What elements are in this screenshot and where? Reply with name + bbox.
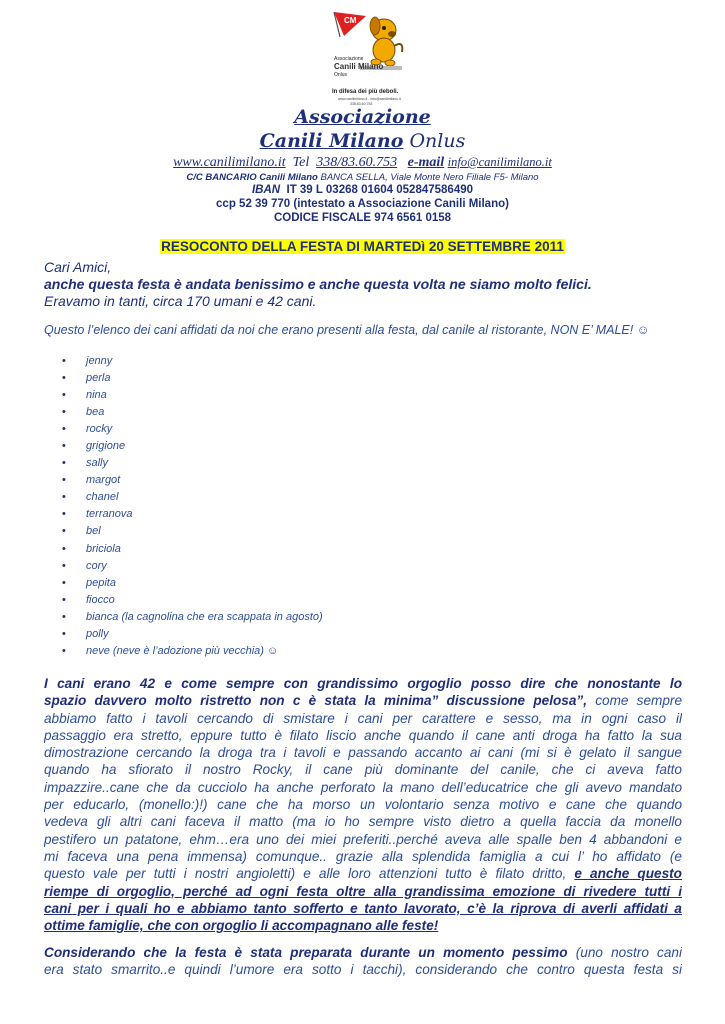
logo-slogan: In difesa dei più deboli.: [332, 89, 399, 95]
dogs-intro: Questo l’elenco dei cani affidati da noi che erano presenti alla festa, dal canile al ristorante, NON E’ MALE! ☺: [44, 323, 650, 337]
logo-contacts: www.canilimilano.it - info@canilimilano.it: [338, 97, 401, 101]
para2-line: era stato smarrito..e quindi l’umore era sotto i tacchi), considerando che contro questa festa si: [44, 962, 682, 978]
paragraph-considerando: [44, 944, 682, 979]
list-item: • fiocco: [62, 592, 323, 609]
para1-line: questo vale per tutti i nostri angioletti) e alle loro attenzioni tutto è filato dritto, e anche questo: [44, 866, 682, 882]
para1-line: ottime famiglie, che con orgoglio li accompagnano alle feste!: [44, 918, 439, 934]
logo-flag-text: CM: [344, 16, 357, 25]
report-title: [0, 238, 725, 256]
header-contacts: [0, 155, 725, 171]
para1-line: spazio davvero molto ristretto non c è stata la minima” discussione pelosa”, come sempre: [44, 693, 682, 709]
bank-line: [0, 172, 725, 183]
list-item: • rocky: [62, 421, 323, 438]
bullet-icon: •: [62, 372, 66, 385]
list-item: • margot: [62, 472, 323, 489]
bullet-icon: •: [62, 593, 66, 606]
list-item: • bianca (la cagnolina che era scappata in agosto): [62, 609, 323, 626]
logo-line-2: Canili Milano: [334, 62, 384, 71]
para1-line: per educarlo, (monello:)!) cane che ha morso un volontario senza motivo e cane che quando: [44, 797, 682, 813]
list-item: • jenny: [62, 353, 323, 370]
para1-line: abbiamo fatto i tavoli cercando di smistare i cani per carattere e sesso, ma in ogni caso il: [44, 710, 682, 726]
report-title-text: RESOCONTO DELLA FESTA DI MARTEDì 20 SETTEMBRE 2011: [161, 239, 564, 254]
para1-line: vedeva gli altri cani faceva il matto (ma io ho sempre visto dietro a quella faccia da monello: [44, 814, 682, 830]
list-item: • nina: [62, 387, 323, 404]
list-item: • chanel: [62, 489, 323, 506]
ccp-line: ccp 52 39 770 (intestato a Associazione Canili Milano): [216, 198, 509, 210]
bullet-icon: •: [62, 508, 66, 521]
bullet-icon: •: [62, 542, 66, 555]
bullet-icon: •: [62, 627, 66, 640]
list-item: • pepita: [62, 575, 323, 592]
list-item: • polly: [62, 626, 323, 643]
para1-line: riempe di orgoglio, perché ad ogni festa oltre alla grandissima emozione di rivedere tutti i: [44, 883, 682, 899]
bank-label: C/C BANCARIO Canili Milano: [186, 172, 318, 183]
list-item: • sally: [62, 455, 323, 472]
bullet-icon: •: [62, 644, 66, 657]
para1-line: mi faceva una pena immensa) comunque.. grazie alla splendida famiglia a cui l’ ho affidato (e: [44, 848, 682, 864]
bullet-icon: •: [62, 423, 66, 436]
para1-line: pestifero un patatone, ehm…era uno dei miei preferiti..perché aveva alle spalle ben 4 abbandoni e: [44, 831, 682, 847]
list-item: • briciola: [62, 541, 323, 558]
list-item: • neve (neve è l’adozione più vecchia) ☺: [62, 643, 323, 660]
email-label: e-mail: [407, 155, 445, 170]
bullet-icon: •: [62, 491, 66, 504]
iban-line: [0, 184, 725, 196]
header-name: [0, 130, 725, 152]
list-item: • perla: [62, 370, 323, 387]
iban-label: IBAN: [251, 184, 281, 196]
para1-line: I cani erano 42 e come sempre con grandissimo orgoglio posso dire che nonostante lo: [44, 676, 682, 691]
fiscal-code-line: CODICE FISCALE 974 6561 0158: [273, 212, 452, 224]
logo-line-1: Associazione: [334, 56, 364, 62]
website-link[interactable]: www.canilimilano.it: [173, 155, 286, 170]
dog-list: [62, 353, 323, 660]
para1-line: impazzire..cane che da cucciolo ha anche perforato la mano dell’educatrice che gli avevo mandato: [44, 779, 682, 795]
bullet-icon: •: [62, 559, 66, 572]
tel-label: Tel: [292, 155, 310, 170]
bullet-icon: •: [62, 525, 66, 538]
greeting: Cari Amici,: [44, 259, 112, 275]
logo-line-3: Onlus: [334, 72, 348, 78]
header-association: Associazione: [294, 106, 431, 128]
iban-code: IT 39 L 03268 01604 052847586490: [286, 184, 474, 196]
list-item: • terranova: [62, 506, 323, 523]
list-item: • grigione: [62, 438, 323, 455]
bullet-icon: •: [62, 389, 66, 402]
bank-details: BANCA SELLA, Viale Monte Nero Filiale F5- Milano: [320, 172, 539, 183]
bullet-icon: •: [62, 406, 66, 419]
list-item: • cory: [62, 558, 323, 575]
para1-line: cani per i quali ho e abbiamo tanto sofferto e tanto lavorato, c’è la riprova di averli affidati a: [44, 900, 682, 916]
header-name-bold: Canili Milano: [259, 130, 404, 152]
para1-line: quando ha sfiorato il nostro Rocky, il cane più dominante del canile, che ci aveva fatto: [44, 762, 682, 778]
email-link[interactable]: info@canilimilano.it: [447, 155, 552, 169]
bullet-icon: •: [62, 610, 66, 623]
tel-number: 338/83.60.753: [316, 155, 398, 170]
list-item: • bea: [62, 404, 323, 421]
intro-line-bold: anche questa festa è andata benissimo e anche questa volta ne siamo molto felici.: [44, 276, 592, 292]
bullet-icon: •: [62, 457, 66, 470]
para2-line: Considerando che la festa è stata preparata durante un momento pessimo (uno nostro cani: [44, 945, 682, 960]
para1-line: dimostrazione cercando la droga tra i tavoli e passando accanto ai cani (mi si è gelato il sangue: [44, 745, 682, 761]
header-name-rest: Onlus: [409, 130, 466, 152]
association-logo: [318, 4, 408, 106]
list-item: • bel: [62, 523, 323, 540]
bullet-icon: •: [62, 355, 66, 367]
logo-phone: 338.83.60.753: [350, 102, 373, 106]
bullet-icon: •: [62, 440, 66, 453]
para1-line: passaggio era stretto, eppure tutto è filato liscio anche quando il cane anti droga ha fatto la sua: [44, 727, 682, 743]
intro-line-count: Eravamo in tanti, circa 170 umani e 42 cani.: [44, 293, 317, 309]
bullet-icon: •: [62, 576, 66, 589]
paragraph-festa: [44, 675, 682, 934]
bullet-icon: •: [62, 474, 66, 487]
